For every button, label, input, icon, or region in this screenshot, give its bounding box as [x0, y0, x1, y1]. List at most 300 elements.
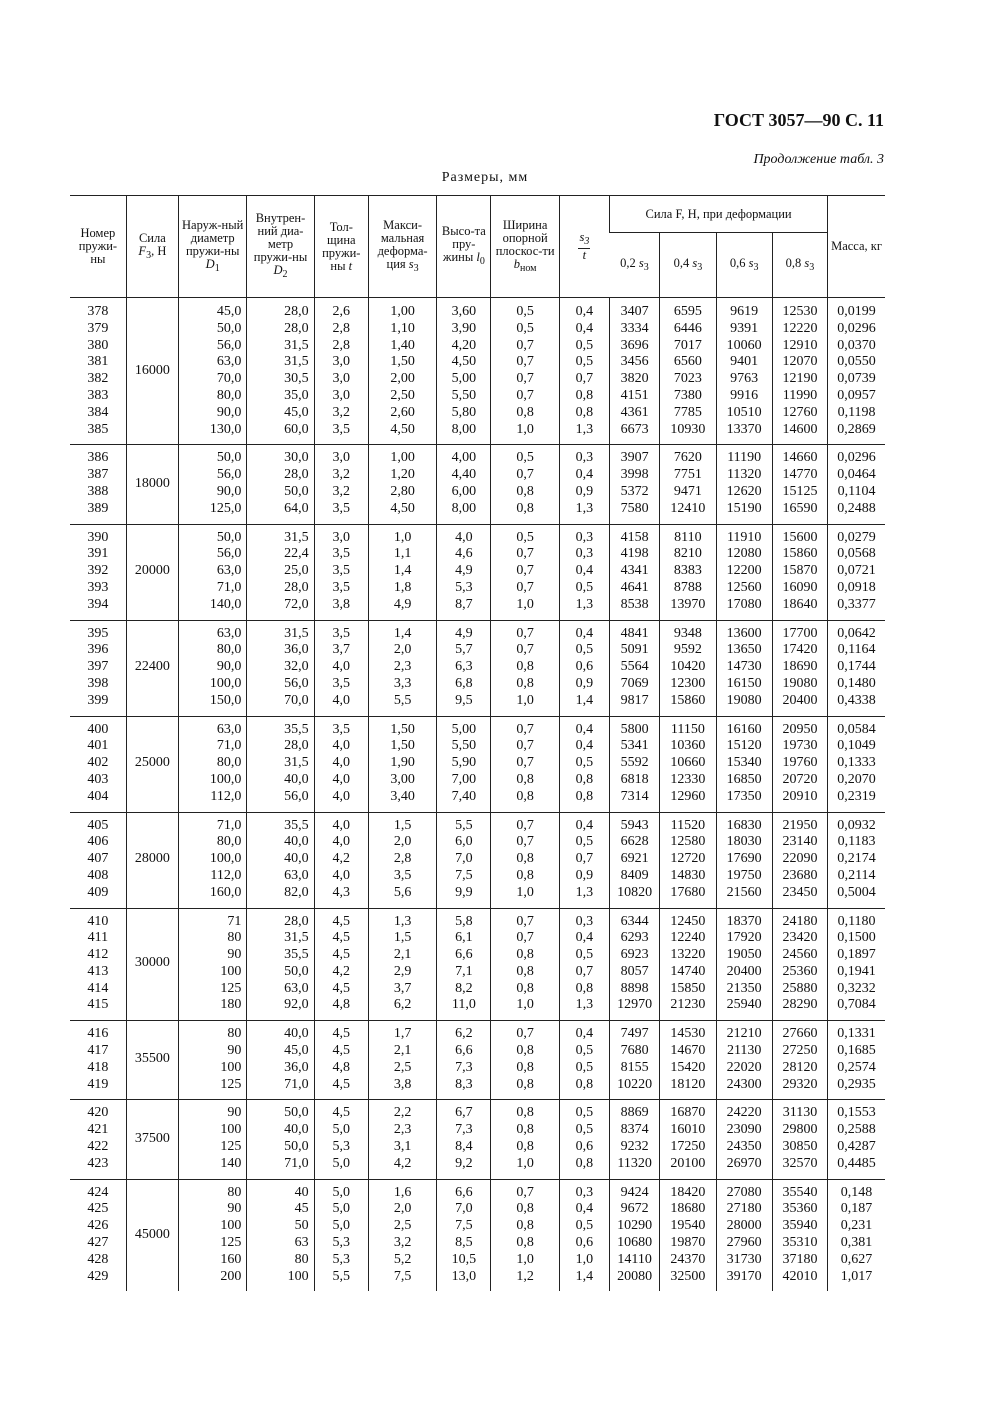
cell-force: 18000 — [126, 445, 178, 524]
table-row-group — [70, 524, 885, 620]
cell-value: 12580 — [670, 834, 706, 850]
cell-value: 17920 — [726, 930, 762, 946]
cell-value: 1,4 — [575, 1268, 594, 1284]
cell-value: 426 — [87, 1218, 109, 1234]
cell-value: 0,8 — [516, 947, 534, 963]
cell-value: 1,1 — [393, 546, 412, 562]
cell-value: 50 — [294, 1218, 309, 1234]
cell-value: 13600 — [726, 625, 762, 641]
cell-value: 397 — [87, 659, 109, 675]
cell-value: 15340 — [726, 755, 762, 771]
cell-value: 0,4338 — [837, 692, 876, 708]
cell-force-08 — [772, 620, 827, 716]
cell-value: 5,3 — [455, 579, 473, 595]
cell-force-04 — [660, 445, 716, 524]
cell-value: 7,40 — [451, 788, 477, 804]
cell-value: 125 — [220, 1139, 242, 1155]
cell-value: 2,5 — [393, 1218, 412, 1234]
cell-value: 7017 — [673, 337, 702, 353]
cell-value: 403 — [87, 771, 109, 787]
cell-value: 410 — [87, 913, 109, 929]
cell-value: 56,0 — [216, 546, 242, 562]
cell-value: 71,0 — [216, 738, 242, 754]
cell-value: 6673 — [620, 421, 649, 437]
cell-value: 2,6 — [332, 304, 351, 319]
cell-value: 0,8 — [516, 675, 534, 691]
cell-value: 12220 — [782, 320, 818, 336]
cell-spring-number — [70, 298, 126, 445]
cell-value: 28000 — [726, 1218, 762, 1234]
cell-value: 0,8 — [516, 1139, 534, 1155]
cell-value: 90,0 — [216, 483, 242, 499]
cell-value: 6,6 — [455, 1184, 473, 1200]
cell-value: 0,2174 — [837, 851, 876, 867]
cell-value: 31,5 — [284, 354, 309, 370]
cell-value: 0,7 — [516, 563, 534, 579]
cell-value: 1,00 — [390, 450, 415, 466]
cell-value: 4,0 — [455, 529, 473, 545]
cell-value: 19080 — [726, 692, 762, 708]
cell-value: 7,5 — [455, 1218, 473, 1234]
cell-value: 16090 — [782, 579, 818, 595]
cell-thickness — [314, 908, 368, 1021]
cell-value: 0,1164 — [837, 642, 876, 658]
cell-value: 16870 — [670, 1105, 706, 1121]
cell-value: 2,2 — [393, 1105, 412, 1121]
cell-value: 27660 — [782, 1026, 818, 1042]
cell-value: 2,5 — [393, 1059, 412, 1075]
cell-value: 0,8 — [516, 867, 534, 883]
cell-value: 1,3 — [575, 421, 594, 437]
cell-value: 21210 — [726, 1026, 762, 1042]
cell-value: 80,0 — [216, 387, 242, 403]
cell-inner-diameter — [247, 298, 314, 445]
cell-value: 21560 — [726, 884, 762, 900]
cell-value: 0,8 — [516, 1043, 534, 1059]
cell-value: 5800 — [620, 721, 649, 737]
cell-value: 0,4 — [575, 1026, 594, 1042]
cell-value: 7,5 — [393, 1268, 412, 1284]
cell-value: 0,5 — [575, 337, 594, 353]
cell-value: 14670 — [670, 1043, 706, 1059]
cell-value: 0,8 — [516, 851, 534, 867]
cell-value: 9401 — [730, 354, 759, 370]
cell-value: 17350 — [726, 788, 762, 804]
header-thickness: Тол-щина пружи-ны t — [314, 196, 368, 298]
cell-value: 1,7 — [393, 1026, 412, 1042]
cell-value: 5,0 — [332, 1218, 351, 1234]
cell-value: 30,0 — [284, 450, 309, 466]
cell-value: 0,3 — [575, 546, 594, 562]
cell-value: 4,9 — [455, 563, 473, 579]
cell-value: 13970 — [670, 596, 706, 612]
cell-value: 4,0 — [332, 867, 351, 883]
cell-max-deformation — [368, 1100, 436, 1179]
cell-support-width — [491, 716, 559, 812]
cell-ratio — [559, 298, 609, 445]
cell-value: 100 — [220, 963, 242, 979]
cell-value: 4151 — [620, 387, 649, 403]
cell-value: 2,8 — [332, 320, 351, 336]
cell-value: 3,5 — [332, 563, 351, 579]
cell-value: 3,5 — [332, 625, 351, 641]
cell-value: 23680 — [782, 867, 818, 883]
cell-value: 11150 — [670, 721, 705, 737]
cell-value: 35,5 — [284, 817, 309, 833]
cell-force-02 — [610, 716, 660, 812]
cell-value: 4,5 — [332, 1105, 351, 1121]
cell-value: 25360 — [782, 963, 818, 979]
cell-value: 6293 — [620, 930, 649, 946]
cell-value: 386 — [87, 450, 109, 466]
cell-value: 3,7 — [393, 980, 412, 996]
cell-value: 7,5 — [455, 867, 473, 883]
cell-value: 90 — [227, 1043, 242, 1059]
cell-force-08 — [772, 524, 827, 620]
cell-value: 0,8 — [575, 788, 594, 804]
cell-value: 395 — [87, 625, 109, 641]
cell-value: 13220 — [670, 947, 706, 963]
cell-inner-diameter — [247, 445, 314, 524]
cell-value: 140,0 — [209, 596, 242, 612]
cell-value: 3,0 — [332, 450, 351, 466]
cell-force-04 — [660, 908, 716, 1021]
cell-value: 3907 — [620, 450, 649, 466]
cell-value: 5,3 — [332, 1251, 351, 1267]
cell-value: 36,0 — [284, 642, 309, 658]
cell-value: 3,2 — [393, 1235, 412, 1251]
spring-dimensions-table — [70, 195, 885, 1291]
cell-value: 160 — [220, 1251, 242, 1267]
cell-outer-diameter — [179, 298, 247, 445]
cell-value: 28,0 — [284, 304, 309, 319]
cell-value: 100 — [220, 1059, 242, 1075]
cell-value: 39170 — [726, 1268, 762, 1284]
cell-value: 5,8 — [455, 913, 473, 929]
cell-value: 12530 — [782, 304, 818, 319]
cell-value: 399 — [87, 692, 109, 708]
cell-value: 4,0 — [332, 659, 351, 675]
cell-value: 6,6 — [455, 947, 473, 963]
cell-value: 0,4 — [575, 721, 594, 737]
cell-value: 4,8 — [332, 1059, 351, 1075]
cell-value: 22090 — [782, 851, 818, 867]
cell-value: 20100 — [670, 1155, 706, 1171]
cell-value: 2,0 — [393, 1201, 412, 1217]
cell-value: 2,8 — [393, 851, 412, 867]
cell-value: 26970 — [726, 1155, 762, 1171]
table-row-group — [70, 620, 885, 716]
cell-value: 29320 — [782, 1076, 818, 1092]
cell-force: 45000 — [126, 1179, 178, 1291]
cell-value: 0,1333 — [837, 755, 876, 771]
cell-value: 7023 — [673, 371, 702, 387]
cell-height — [437, 524, 491, 620]
cell-value: 0,1183 — [837, 834, 876, 850]
cell-value: 3,2 — [332, 404, 351, 420]
cell-value: 23090 — [726, 1122, 762, 1138]
cell-value: 9916 — [730, 387, 759, 403]
cell-value: 0,8 — [575, 404, 594, 420]
cell-value: 24370 — [670, 1251, 706, 1267]
cell-value: 56,0 — [216, 467, 242, 483]
cell-value: 7069 — [620, 675, 649, 691]
cell-value: 40 — [294, 1184, 309, 1200]
cell-value: 0,5 — [575, 579, 594, 595]
cell-value: 10420 — [670, 659, 706, 675]
cell-value: 9763 — [730, 371, 759, 387]
cell-value: 90 — [227, 947, 242, 963]
cell-value: 64,0 — [284, 500, 309, 516]
cell-force-04 — [660, 1179, 716, 1291]
cell-force-08 — [772, 1100, 827, 1179]
cell-force: 16000 — [126, 298, 178, 445]
cell-value: 0,2574 — [837, 1059, 876, 1075]
table-row-group — [70, 716, 885, 812]
cell-mass — [828, 1179, 885, 1291]
cell-value: 35,5 — [284, 721, 309, 737]
cell-value: 0,7 — [516, 834, 534, 850]
cell-value: 4,0 — [332, 771, 351, 787]
cell-value: 20400 — [782, 692, 818, 708]
cell-max-deformation — [368, 620, 436, 716]
cell-value: 31,5 — [284, 930, 309, 946]
cell-value: 0,7 — [575, 851, 594, 867]
cell-value: 0,0739 — [837, 371, 876, 387]
cell-value: 407 — [87, 851, 109, 867]
cell-height — [437, 298, 491, 445]
cell-inner-diameter — [247, 1100, 314, 1179]
cell-value: 27960 — [726, 1235, 762, 1251]
cell-mass — [828, 298, 885, 445]
cell-value: 0,5 — [516, 529, 534, 545]
cell-thickness — [314, 1021, 368, 1100]
cell-value: 0,7 — [516, 354, 534, 370]
cell-value: 1,0 — [516, 1155, 534, 1171]
cell-value: 8898 — [620, 980, 649, 996]
cell-value: 0,0918 — [837, 579, 876, 595]
cell-mass — [828, 716, 885, 812]
cell-value: 0,5 — [575, 642, 594, 658]
cell-value: 125 — [220, 1076, 242, 1092]
cell-spring-number — [70, 1100, 126, 1179]
cell-ratio — [559, 445, 609, 524]
cell-value: 0,0642 — [837, 625, 876, 641]
cell-value: 5,0 — [332, 1184, 351, 1200]
cell-value: 406 — [87, 834, 109, 850]
cell-value: 12450 — [670, 913, 706, 929]
cell-value: 16010 — [670, 1122, 706, 1138]
cell-value: 3,5 — [332, 546, 351, 562]
cell-force-04 — [660, 812, 716, 908]
cell-value: 391 — [87, 546, 109, 562]
cell-value: 408 — [87, 867, 109, 883]
cell-value: 90,0 — [216, 404, 242, 420]
cell-value: 56,0 — [284, 788, 309, 804]
cell-value: 9,9 — [455, 884, 473, 900]
cell-value: 0,0957 — [837, 387, 876, 403]
cell-value: 71,0 — [284, 1076, 309, 1092]
cell-value: 0,7 — [516, 546, 534, 562]
cell-value: 4,5 — [332, 930, 351, 946]
cell-force-02 — [610, 620, 660, 716]
cell-value: 0,3232 — [837, 980, 876, 996]
cell-force-08 — [772, 908, 827, 1021]
cell-value: 20720 — [782, 771, 818, 787]
cell-value: 7680 — [620, 1043, 649, 1059]
cell-value: 19750 — [726, 867, 762, 883]
header-deformation-08: 0,8 $s_3$ — [772, 233, 827, 298]
cell-value: 72,0 — [284, 596, 309, 612]
cell-value: 90,0 — [216, 659, 242, 675]
cell-force-06 — [716, 524, 772, 620]
cell-value: 0,6 — [575, 1235, 594, 1251]
cell-value: 28,0 — [284, 579, 309, 595]
cell-value: 9672 — [620, 1201, 649, 1217]
cell-value: 0,187 — [840, 1201, 873, 1217]
cell-value: 18030 — [726, 834, 762, 850]
cell-value: 4,5 — [332, 1076, 351, 1092]
cell-value: 112,0 — [210, 867, 242, 883]
cell-max-deformation — [368, 908, 436, 1021]
cell-value: 0,0550 — [837, 354, 876, 370]
cell-value: 11320 — [726, 467, 762, 483]
cell-value: 0,0568 — [837, 546, 876, 562]
cell-value: 414 — [87, 980, 109, 996]
cell-support-width — [491, 812, 559, 908]
cell-value: 130,0 — [209, 421, 242, 437]
cell-value: 4,5 — [332, 980, 351, 996]
cell-thickness — [314, 1100, 368, 1179]
cell-value: 10660 — [670, 755, 706, 771]
cell-value: 4,2 — [332, 963, 351, 979]
cell-value: 4,0 — [332, 738, 351, 754]
cell-value: 3,5 — [332, 675, 351, 691]
cell-force-08 — [772, 1179, 827, 1291]
cell-value: 5,00 — [451, 721, 477, 737]
cell-value: 14830 — [670, 867, 706, 883]
cell-value: 25,0 — [284, 563, 309, 579]
cell-outer-diameter — [179, 445, 247, 524]
cell-value: 4,2 — [393, 1155, 412, 1171]
cell-value: 6,2 — [455, 1026, 473, 1042]
cell-value: 0,1685 — [837, 1043, 876, 1059]
cell-value: 80,0 — [216, 834, 242, 850]
cell-value: 63,0 — [216, 625, 242, 641]
cell-value: 8,7 — [455, 596, 473, 612]
cell-value: 8374 — [620, 1122, 649, 1138]
cell-mass — [828, 812, 885, 908]
cell-value: 9391 — [730, 320, 759, 336]
cell-value: 50,0 — [216, 320, 242, 336]
cell-value: 10290 — [617, 1218, 653, 1234]
table-row-group — [70, 298, 885, 445]
cell-value: 1,50 — [390, 721, 415, 737]
cell-value: 5341 — [620, 738, 649, 754]
cell-value: 6628 — [620, 834, 649, 850]
cell-value: 35,0 — [284, 387, 309, 403]
cell-thickness — [314, 812, 368, 908]
cell-value: 429 — [87, 1268, 109, 1284]
cell-value: 20080 — [617, 1268, 653, 1284]
cell-ratio — [559, 524, 609, 620]
cell-force-02 — [610, 524, 660, 620]
cell-value: 4,20 — [451, 337, 477, 353]
cell-value: 14730 — [726, 659, 762, 675]
table-row-group — [70, 1100, 885, 1179]
cell-value: 8788 — [673, 579, 702, 595]
cell-value: 18370 — [726, 913, 762, 929]
cell-value: 7,3 — [455, 1059, 473, 1075]
cell-value: 1,3 — [575, 500, 594, 516]
cell-value: 0,1104 — [837, 483, 876, 499]
cell-value: 56,0 — [216, 337, 242, 353]
header-mass: Масса, кг — [828, 196, 885, 298]
cell-value: 0,9 — [575, 675, 594, 691]
cell-value: 18690 — [782, 659, 818, 675]
cell-value: 9348 — [673, 625, 702, 641]
cell-value: 1,2 — [516, 1268, 534, 1284]
cell-value: 5943 — [620, 817, 649, 833]
cell-force-06 — [716, 1021, 772, 1100]
cell-value: 0,5004 — [837, 884, 876, 900]
cell-value: 0,7 — [516, 1026, 534, 1042]
cell-value: 40,0 — [284, 771, 309, 787]
cell-value: 80 — [227, 1184, 242, 1200]
cell-value: 402 — [87, 755, 109, 771]
cell-value: 5,5 — [332, 1268, 351, 1284]
cell-inner-diameter — [247, 1021, 314, 1100]
cell-value: 12330 — [670, 771, 706, 787]
cell-inner-diameter — [247, 908, 314, 1021]
cell-value: 3,5 — [332, 721, 351, 737]
cell-value: 21350 — [726, 980, 762, 996]
cell-value: 21130 — [726, 1043, 762, 1059]
cell-value: 383 — [87, 387, 109, 403]
cell-outer-diameter — [179, 812, 247, 908]
cell-value: 50,0 — [216, 450, 242, 466]
cell-value: 3,90 — [451, 320, 477, 336]
cell-value: 12240 — [670, 930, 706, 946]
cell-value: 5,7 — [455, 642, 473, 658]
table-row-group — [70, 908, 885, 1021]
cell-value: 12620 — [726, 483, 762, 499]
cell-value: 6595 — [673, 304, 702, 319]
cell-value: 1,4 — [393, 625, 412, 641]
cell-value: 0,7 — [575, 963, 594, 979]
cell-value: 3,8 — [393, 1076, 412, 1092]
cell-value: 3,7 — [332, 642, 351, 658]
cell-value: 0,7084 — [837, 997, 876, 1013]
cell-value: 28,0 — [284, 913, 309, 929]
cell-value: 5,00 — [451, 371, 477, 387]
cell-value: 387 — [87, 467, 109, 483]
cell-force-08 — [772, 716, 827, 812]
cell-value: 18120 — [670, 1076, 706, 1092]
cell-force-08 — [772, 445, 827, 524]
cell-force: 20000 — [126, 524, 178, 620]
cell-value: 3,0 — [332, 387, 351, 403]
cell-inner-diameter — [247, 716, 314, 812]
cell-value: 125 — [220, 980, 242, 996]
cell-value: 0,1897 — [837, 947, 876, 963]
cell-value: 7,0 — [455, 851, 473, 867]
cell-value: 0,5 — [516, 304, 534, 319]
cell-value: 4,5 — [332, 913, 351, 929]
cell-value: 0,1180 — [837, 913, 876, 929]
cell-value: 15120 — [726, 738, 762, 754]
cell-value: 50,0 — [284, 963, 309, 979]
